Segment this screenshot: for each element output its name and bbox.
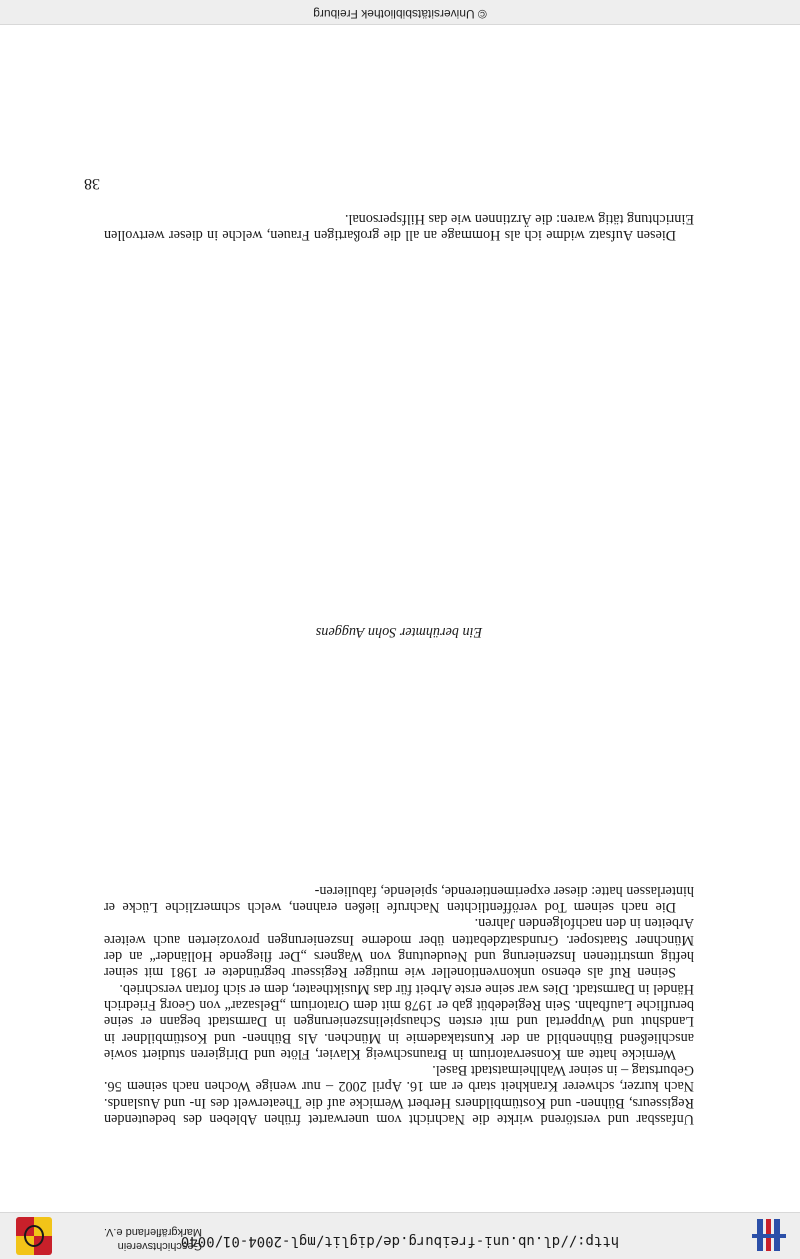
paragraph: Wernicke hatte am Konservatorium in Braunschweig Klavier, Flöte und Dirigieren studiert sowie anschließend Bühnenbild an der Kunstakademie in München. Als Bühnen- und Kostümbildner in Landshut und Wuppertal und mit ersten Schauspielinszenierungen in Darmstadt begann er seine berufliche Laufbahn. Sein Regiedebüt gab er 1978 mit dem Oratorium „Belsazar“ von Georg Friedrich Händel in Darmstadt. Dies war seine erste Arbeit für das Musiktheater, dem er sich fortan verschrieb. bbox=[104, 980, 694, 1062]
copyright-line: © Universitätsbibliothek Freiburg bbox=[313, 7, 487, 21]
paragraph: Diesen Aufsatz widme ich als Hommage an all die großartigen Frauen, welche in dieser wertvollen Einrichtung tätig waren: die Ärztinnen wie das Hilfspersonal. bbox=[104, 210, 694, 243]
text-block-wernicke bbox=[104, 883, 694, 1127]
page-footer bbox=[0, 0, 800, 25]
coat-of-arms-icon bbox=[16, 1217, 52, 1255]
university-library-logo-icon bbox=[752, 1217, 786, 1253]
society-name bbox=[62, 1225, 202, 1253]
paragraph: Unfassbar und verstörend wirkte die Nachricht vom unerwartet frühen Ableben des bedeutenden Regisseurs, Bühnen- und Kostümbildners Herbert Wernicke auf die Theaterwelt des In- und Auslands. Nach kurzer, schwerer Krankheit starb er am 16. April 2002 – nur wenige Wochen nach seinem 56. Geburtstag – in seiner Wahlheimatstadt Basel. bbox=[104, 1062, 694, 1127]
section-heading: Ein berühmter Sohn Auggens bbox=[315, 624, 483, 640]
society-name-line2: Markgräflerland e.V. bbox=[103, 1226, 202, 1238]
society-name-line1: Geschichtsverein bbox=[117, 1240, 202, 1252]
digital-library-url[interactable]: http://dl.ub.uni-freiburg.de/diglit/mgl-2004-01/0040 bbox=[180, 1233, 620, 1249]
text-block-intro bbox=[104, 210, 694, 243]
page-number: 38 bbox=[84, 175, 100, 192]
paragraph: Seinen Ruf als ebenso unkonventioneller wie mutiger Regisseur begründete er 1981 mit seiner heftig umstrittenen Inszenierung und Neudeutung von Wagners „Der fliegende Holländer“ an der Münchner Staatsoper. Grundsatzdebatten über moderne Inszenierungen provozierten auch weitere Arbeiten in den nachfolgenden Jahren. bbox=[104, 915, 694, 981]
paragraph: Die nach seinem Tod veröffentlichten Nachrufe ließen erahnen, welch schmerzliche Lücke er hinterlassen hatte: dieser experimentierende, spielende, fabulieren- bbox=[104, 882, 694, 916]
page-header bbox=[0, 1212, 800, 1259]
copyright-notice bbox=[250, 6, 550, 21]
